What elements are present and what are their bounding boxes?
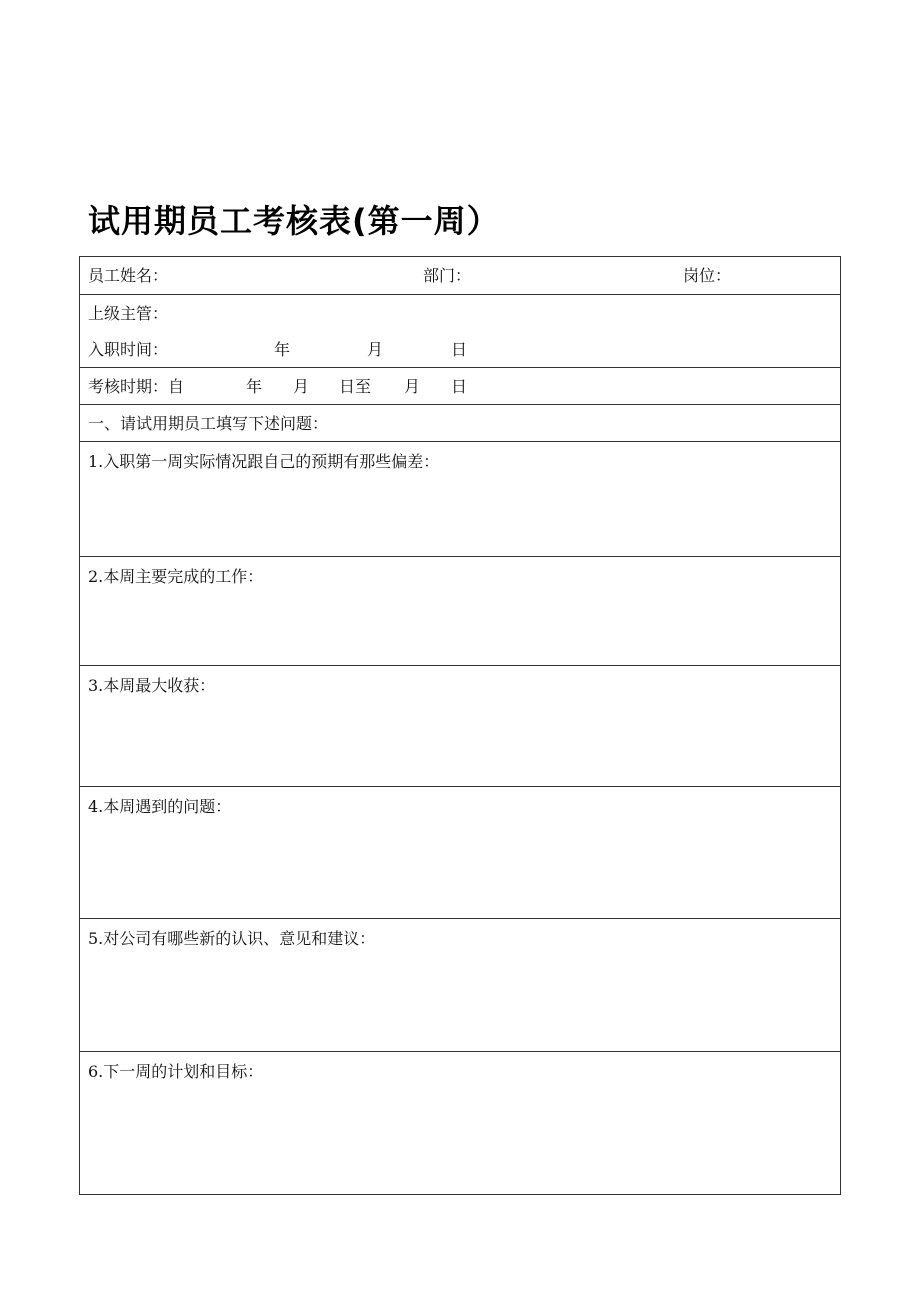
question-row[interactable] [80,556,840,665]
question-row[interactable] [80,441,840,556]
assessment-period-row [80,367,840,404]
period-month-label: 月 [293,377,310,396]
department-label: 部门： [423,266,472,285]
period-day2-label: 日 [451,377,468,396]
section-heading: 一、请试用期员工填写下述问题： [88,414,329,433]
section-heading-row [80,404,840,441]
page-title: 试用期员工考核表(第一周） [88,202,500,240]
supervisor-hire-row [80,294,840,367]
hire-month-label: 月 [367,340,384,359]
hire-year-label: 年 [274,340,291,359]
evaluation-form [79,256,841,1195]
question-row[interactable] [80,665,840,786]
question-label: 1.入职第一周实际情况跟自己的预期有那些偏差： [88,452,440,471]
hire-day-label: 日 [451,340,468,359]
question-label: 5.对公司有哪些新的认识、意见和建议： [88,929,376,948]
hire-date-label: 入职时间： [88,340,169,359]
employee-name-label: 员工姓名： [88,266,169,285]
period-label: 考核时期：自 [88,377,185,396]
period-month2-label: 月 [404,377,421,396]
question-label: 4.本周遇到的问题： [88,797,232,816]
question-row[interactable] [80,1051,840,1194]
question-row[interactable] [80,786,840,918]
period-day-to-label: 日至 [339,377,372,396]
period-year-label: 年 [246,377,263,396]
position-label: 岗位： [683,266,732,285]
question-label: 6.下一周的计划和目标： [88,1062,264,1081]
question-label: 2.本周主要完成的工作： [88,567,264,586]
question-label: 3.本周最大收获： [88,676,216,695]
supervisor-label: 上级主管： [88,304,169,323]
question-row[interactable] [80,918,840,1051]
employee-info-row [80,257,840,294]
